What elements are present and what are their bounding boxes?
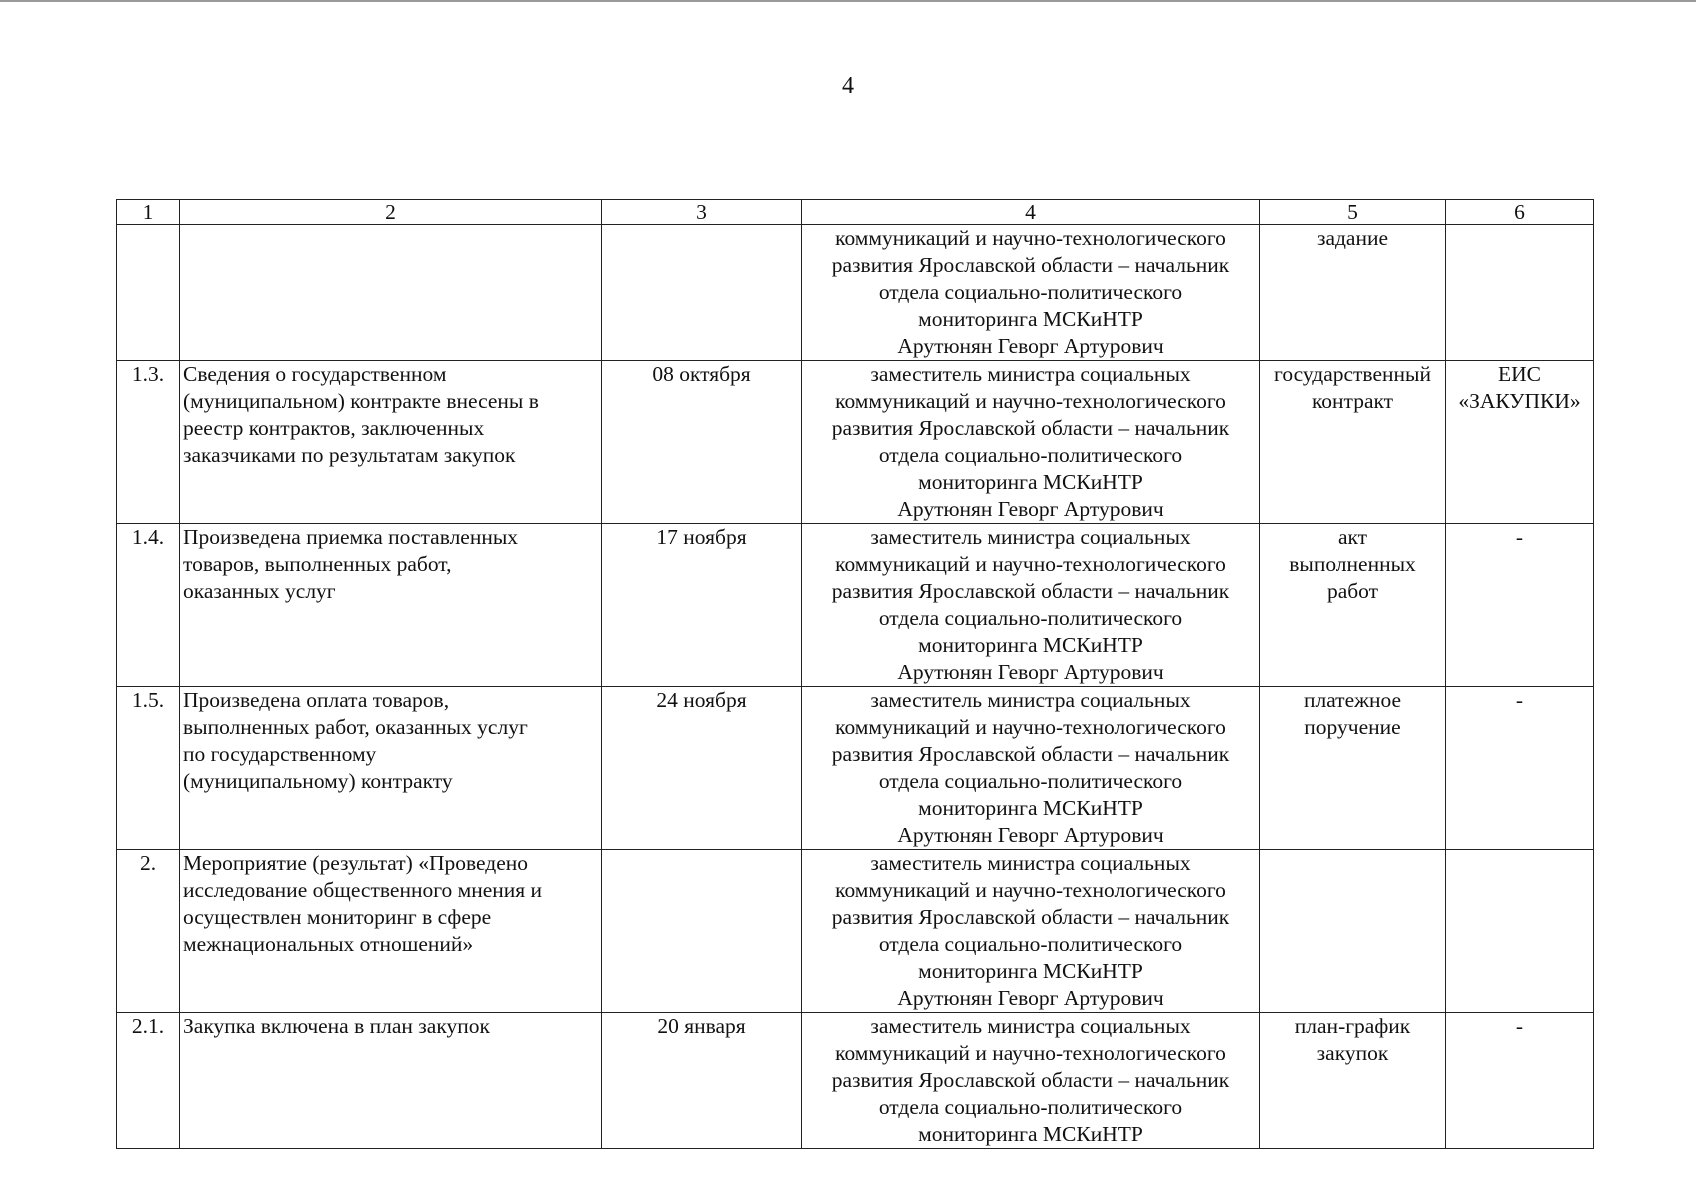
column-header-5: 5 (1260, 200, 1446, 225)
responsible-person-line: развития Ярославской области – начальник (831, 905, 1230, 929)
table-row (117, 524, 1594, 687)
document-type-line: работ (1326, 579, 1379, 603)
document-type-line: контракт (1311, 389, 1394, 413)
column-header-2: 2 (180, 200, 602, 225)
responsible-person-line: мониторинга МСКиНТР (918, 1122, 1143, 1146)
responsible-person-line: коммуникаций и научно-технологического (835, 552, 1226, 576)
deadline-cell (602, 225, 802, 361)
column-header-6: 6 (1446, 200, 1594, 225)
column-header-3: 3 (602, 200, 802, 225)
document-type-cell (1260, 1013, 1446, 1149)
information-system-cell (1446, 687, 1594, 850)
deadline-cell: 17 ноября (602, 524, 802, 687)
responsible-person-line: Арутюнян Геворг Артурович (897, 334, 1164, 358)
responsible-person-line: отдела социально-политического (878, 932, 1183, 956)
document-type-line: государственный (1274, 362, 1431, 386)
activity-name-cell (180, 1013, 602, 1149)
activity-name-line: Сведения о государственном (183, 362, 447, 386)
activity-name-line: выполненных работ, оказанных услуг (183, 715, 528, 739)
row-number-cell: 1.4. (117, 524, 180, 687)
activity-name-line: исследование общественного мнения и (183, 878, 543, 902)
responsible-person-line: коммуникаций и научно-технологического (835, 878, 1226, 902)
activity-name-cell (180, 361, 602, 524)
information-system-line: «ЗАКУПКИ» (1458, 389, 1581, 413)
activity-name-line: осуществлен мониторинг в сфере (183, 905, 492, 929)
activity-name-line: оказанных услуг (183, 579, 336, 603)
row-number-cell (117, 225, 180, 361)
activity-name-line: Произведена оплата товаров, (183, 688, 450, 712)
responsible-person-line: отдела социально-политического (878, 1095, 1183, 1119)
responsible-person-cell (802, 225, 1260, 361)
row-number-cell: 1.3. (117, 361, 180, 524)
header-row (117, 200, 1594, 225)
document-type-cell (1260, 361, 1446, 524)
responsible-person-cell (802, 850, 1260, 1013)
responsible-person-cell (802, 687, 1260, 850)
responsible-person-line: отдела социально-политического (878, 443, 1183, 467)
activity-name-line: по государственному (183, 742, 377, 766)
responsible-person-line: коммуникаций и научно-технологического (835, 1041, 1226, 1065)
column-header-1: 1 (117, 200, 180, 225)
document-type-line: поручение (1304, 715, 1401, 739)
table-row (117, 850, 1594, 1013)
deadline-cell: 20 января (602, 1013, 802, 1149)
responsible-person-line: коммуникаций и научно-технологического (835, 389, 1226, 413)
responsible-person-line: развития Ярославской области – начальник (831, 253, 1230, 277)
document-type-line: выполненных (1289, 552, 1416, 576)
document-type-line: платежное (1303, 688, 1402, 712)
information-system-cell (1446, 225, 1594, 361)
responsible-person-line: Арутюнян Геворг Артурович (897, 497, 1164, 521)
schedule-table (116, 199, 1594, 1149)
responsible-person-line: развития Ярославской области – начальник (831, 416, 1230, 440)
document-type-cell (1260, 524, 1446, 687)
activity-name-line: (муниципальном) контракте внесены в (183, 389, 539, 413)
responsible-person-line: развития Ярославской области – начальник (831, 1068, 1230, 1092)
responsible-person-line: развития Ярославской области – начальник (831, 742, 1230, 766)
responsible-person-line: мониторинга МСКиНТР (918, 307, 1143, 331)
responsible-person-line: мониторинга МСКиНТР (918, 796, 1143, 820)
information-system-cell (1446, 524, 1594, 687)
document-type-line: задание (1316, 226, 1389, 250)
responsible-person-line: заместитель министра социальных (870, 851, 1191, 875)
deadline-cell (602, 850, 802, 1013)
information-system-line: ЕИС (1498, 362, 1541, 386)
responsible-person-line: заместитель министра социальных (870, 1014, 1191, 1038)
responsible-person-line: развития Ярославской области – начальник (831, 579, 1230, 603)
table-row (117, 687, 1594, 850)
activity-name-line: Произведена приемка поставленных (183, 525, 519, 549)
responsible-person-cell (802, 1013, 1260, 1149)
information-system-cell (1446, 1013, 1594, 1149)
document-type-cell (1260, 850, 1446, 1013)
table-body (117, 225, 1594, 1149)
row-number-cell: 2.1. (117, 1013, 180, 1149)
table-row (117, 1013, 1594, 1149)
activity-name-cell (180, 524, 602, 687)
document-type-line: закупок (1316, 1041, 1389, 1065)
responsible-person-line: Арутюнян Геворг Артурович (897, 823, 1164, 847)
page-number: 4 (842, 73, 854, 99)
deadline-cell: 24 ноября (602, 687, 802, 850)
responsible-person-line: Арутюнян Геворг Артурович (897, 986, 1164, 1010)
activity-name-cell (180, 850, 602, 1013)
activity-name-line: межнациональных отношений» (183, 932, 474, 956)
activity-name-cell (180, 225, 602, 361)
responsible-person-line: мониторинга МСКиНТР (918, 470, 1143, 494)
responsible-person-line: отдела социально-политического (878, 280, 1183, 304)
table-row (117, 361, 1594, 524)
table-row (117, 225, 1594, 361)
responsible-person-line: заместитель министра социальных (870, 525, 1191, 549)
activity-name-line: Мероприятие (результат) «Проведено (183, 851, 528, 875)
responsible-person-line: отдела социально-политического (878, 769, 1183, 793)
activity-name-line: Закупка включена в план закупок (183, 1014, 490, 1038)
activity-name-line: (муниципальному) контракту (183, 769, 453, 793)
responsible-person-line: мониторинга МСКиНТР (918, 959, 1143, 983)
activity-name-line: реестр контрактов, заключенных (183, 416, 485, 440)
responsible-person-line: заместитель министра социальных (870, 688, 1191, 712)
responsible-person-line: коммуникаций и научно-технологического (835, 715, 1226, 739)
responsible-person-cell (802, 361, 1260, 524)
responsible-person-line: Арутюнян Геворг Артурович (897, 660, 1164, 684)
information-system-cell (1446, 850, 1594, 1013)
information-system-cell (1446, 361, 1594, 524)
deadline-cell: 08 октября (602, 361, 802, 524)
information-system-line: - (1515, 525, 1524, 549)
responsible-person-line: коммуникаций и научно-технологического (835, 226, 1226, 250)
responsible-person-line: отдела социально-политического (878, 606, 1183, 630)
information-system-line: - (1515, 1014, 1524, 1038)
document-type-cell (1260, 687, 1446, 850)
document-type-line: акт (1337, 525, 1368, 549)
activity-name-cell (180, 687, 602, 850)
row-number-cell: 2. (117, 850, 180, 1013)
row-number-cell: 1.5. (117, 687, 180, 850)
responsible-person-cell (802, 524, 1260, 687)
responsible-person-line: мониторинга МСКиНТР (918, 633, 1143, 657)
activity-name-line: заказчиками по результатам закупок (183, 443, 516, 467)
column-header-4: 4 (802, 200, 1260, 225)
information-system-line: - (1515, 688, 1524, 712)
activity-name-line: товаров, выполненных работ, (183, 552, 452, 576)
document-type-line: план-график (1294, 1014, 1411, 1038)
page-top-edge (0, 0, 1696, 2)
responsible-person-line: заместитель министра социальных (870, 362, 1191, 386)
document-type-cell (1260, 225, 1446, 361)
